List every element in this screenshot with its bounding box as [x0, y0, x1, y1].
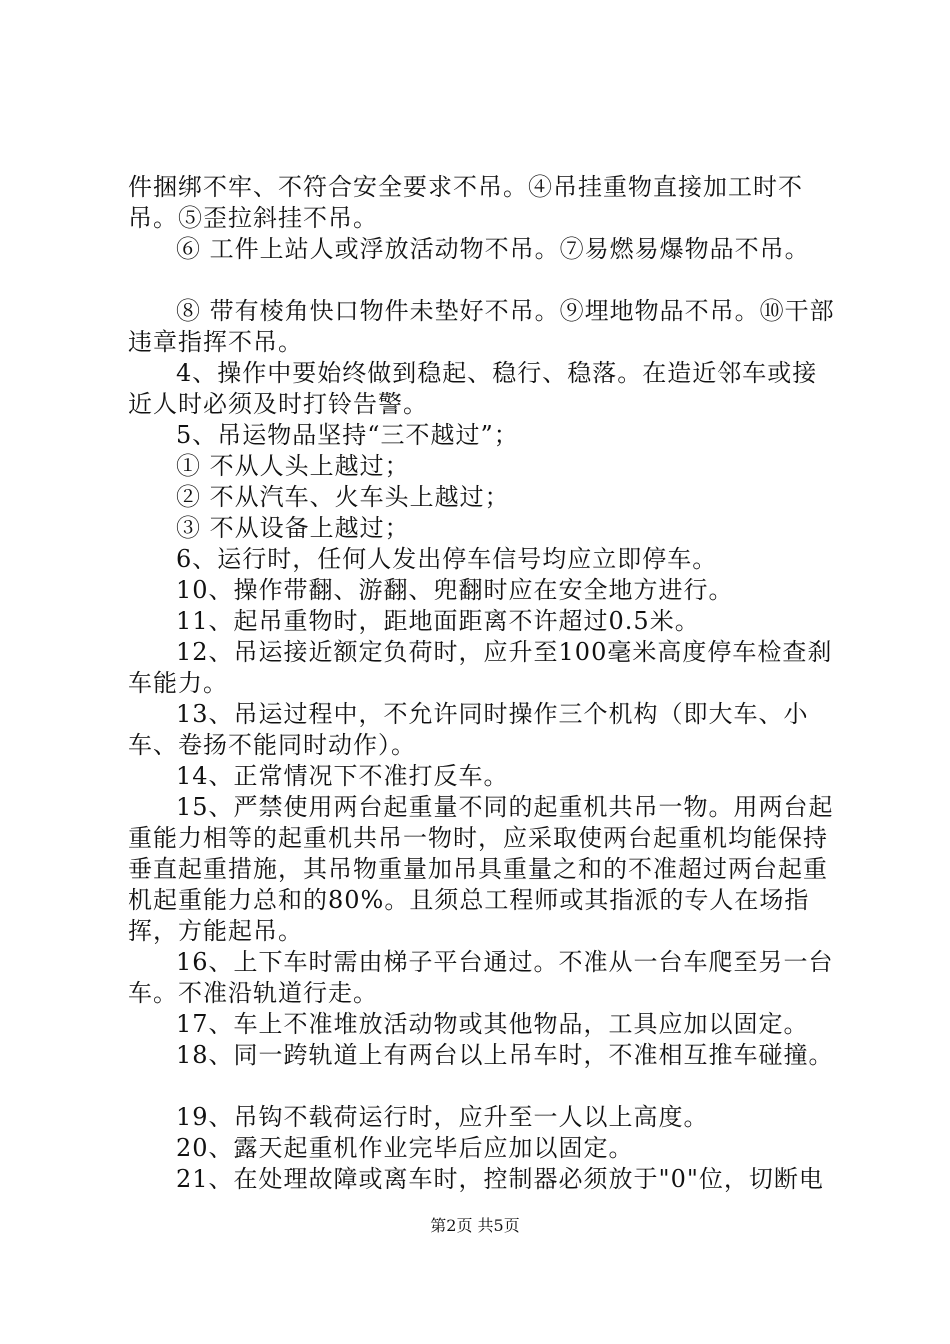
- paragraph: 件捆绑不牢、不符合安全要求不吊。④吊挂重物直接加工时不吊。⑤歪拉斜挂不吊。: [128, 173, 803, 232]
- list-item: ② 不从汽车、火车头上越过；: [176, 483, 510, 511]
- paragraph: 13、吊运过程中，不允许同时操作三个机构（即大车、小车、卷扬不能同时动作）。: [128, 700, 809, 759]
- paragraph: 12、吊运接近额定负荷时，应升至100毫米高度停车检查刹车能力。: [128, 638, 833, 697]
- list-item: ③ 不从设备上越过；: [176, 514, 410, 542]
- list-item: ① 不从人头上越过；: [176, 452, 410, 480]
- paragraph: 11、起吊重物时，距地面距离不许超过0.5米。: [176, 607, 700, 635]
- paragraph: 10、操作带翻、游翻、兜翻时应在安全地方进行。: [176, 576, 734, 604]
- paragraph: 17、车上不准堆放活动物或其他物品，工具应加以固定。: [176, 1010, 809, 1038]
- paragraph: 5、吊运物品坚持“三不越过”；: [176, 421, 519, 449]
- paragraph: 21、在处理故障或离车时，控制器必须放于"0"位，切断电: [176, 1165, 824, 1193]
- paragraph: 6、运行时，任何人发出停车信号均应立即停车。: [176, 545, 718, 573]
- document-body: [128, 172, 840, 1195]
- paragraph: ⑥ 工件上站人或浮放活动物不吊。⑦易燃易爆物品不吊。: [176, 235, 810, 263]
- paragraph: 20、露天起重机作业完毕后应加以固定。: [176, 1134, 634, 1162]
- blank-line: [128, 1071, 840, 1102]
- paragraph: 18、同一跨轨道上有两台以上吊车时，不准相互推车碰撞。: [176, 1041, 834, 1069]
- paragraph: 19、吊钩不载荷运行时，应升至一人以上高度。: [176, 1103, 709, 1131]
- paragraph: 15、严禁使用两台起重量不同的起重机共吊一物。用两台起重能力相等的起重机共吊一物时，应采取使两台起重机均能保持垂直起重措施，其吊物重量加吊具重量之和的不准超过两台起重机起重能力总和的80%。且须总工程师或其指派的专人在场指挥，方能起吊。: [128, 793, 834, 945]
- paragraph: 4、操作中要始终做到稳起、稳行、稳落。在造近邻车或接近人时必须及时打铃告警。: [128, 359, 818, 418]
- blank-line: [128, 265, 840, 296]
- paragraph: 16、上下车时需由梯子平台通过。不准从一台车爬至另一台车。不准沿轨道行走。: [128, 948, 834, 1007]
- paragraph: 14、正常情况下不准打反车。: [176, 762, 509, 790]
- paragraph: ⑧ 带有棱角快口物件未垫好不吊。⑨埋地物品不吊。⑩干部违章指挥不吊。: [128, 297, 835, 356]
- page-footer: 第2页 共5页: [430, 1216, 520, 1235]
